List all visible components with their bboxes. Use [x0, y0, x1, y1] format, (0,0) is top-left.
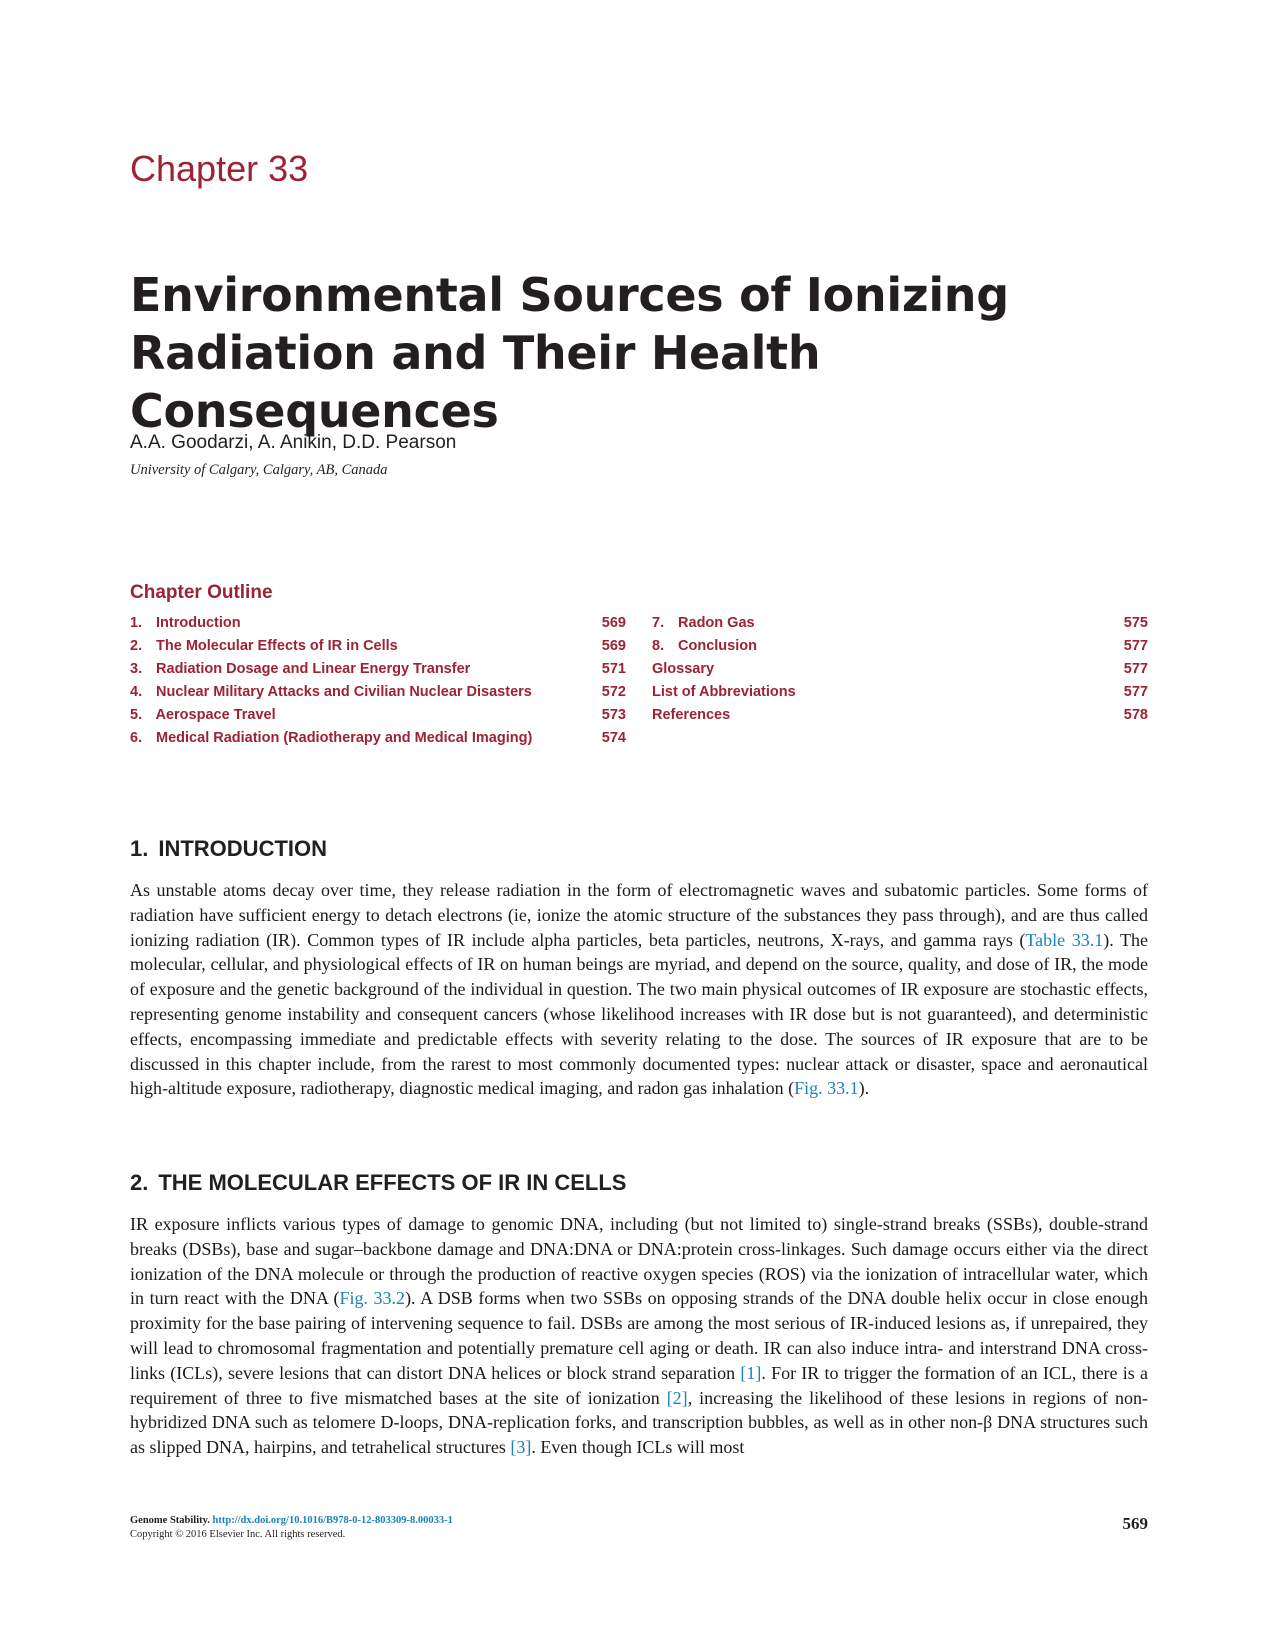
citation-link[interactable]: [3]: [510, 1437, 532, 1458]
outline-item-label: Medical Radiation (Radiotherapy and Medical Imaging): [156, 730, 533, 746]
figure-reference-link[interactable]: Fig. 33.1: [794, 1078, 859, 1099]
citation-link[interactable]: [2]: [666, 1387, 688, 1408]
journal-name: Genome Stability.: [130, 1515, 210, 1526]
outline-item-page: 574: [601, 730, 626, 746]
outline-item-label: Introduction: [156, 615, 241, 631]
outline-item-label: Nuclear Military Attacks and Civilian Nuclear Disasters: [156, 684, 532, 700]
outline-item[interactable]: [652, 612, 1148, 635]
outline-item-page: 578: [1123, 707, 1148, 723]
affiliation: University of Calgary, Calgary, AB, Canada: [130, 462, 388, 478]
citation-link[interactable]: [1]: [740, 1362, 762, 1383]
outline-item-number: 6.: [130, 730, 143, 746]
section-number: 2.: [130, 1170, 149, 1195]
chapter-label: Chapter 33: [130, 148, 309, 189]
paragraph-text: ).: [858, 1078, 870, 1099]
authors: A.A. Goodarzi, A. Anikin, D.D. Pearson: [130, 432, 457, 453]
chapter-outline-heading: Chapter Outline: [130, 582, 273, 603]
outline-item-label: Conclusion: [678, 638, 757, 654]
section-2-paragraph: [130, 1212, 1148, 1460]
outline-item-number: 2.: [130, 638, 143, 654]
table-reference-link[interactable]: Table 33.1: [1025, 929, 1104, 950]
outline-item[interactable]: [130, 727, 626, 750]
paragraph-text: , increasing the likelihood of these lesions in regions of non-hybridized DNA such as telomere D-loops, DNA-replication forks, and transcription bubbles, as well as in other non-β DNA structures such as slipped DNA, hairpins, and tetrahelical structures: [130, 1387, 1148, 1458]
chapter-outline: [130, 582, 1148, 750]
chapter-title-line-2: Radiation and Their Health Consequences: [130, 326, 821, 438]
outline-item[interactable]: [652, 658, 1148, 681]
paragraph-text: ). The molecular, cellular, and physiological effects of IR on human beings are myriad, and depend on the source, quality, and dose of IR, the mode of exposure and the genetic background of the individual in question. The two main physical outcomes of IR exposure are stochastic effects, representing genome instability and consequent cancers (whose likelihood increases with IR dose but is not guaranteed), and deterministic effects, encompassing immediate and predictable effects with severity relating to the dose. The sources of IR exposure that are to be discussed in this chapter include, from the rarest to most commonly documented types: nuclear attack or disaster, space and aeronautical high-altitude exposure, radiotherapy, diagnostic medical imaging, and radon gas inhalation (: [130, 929, 1149, 1099]
outline-item-label: Aerospace Travel: [155, 707, 276, 723]
outline-item-page: 572: [601, 684, 626, 700]
section-1-paragraph: [130, 878, 1148, 1101]
section-1-heading: [130, 836, 327, 862]
section-title: THE MOLECULAR EFFECTS OF IR IN CELLS: [158, 1170, 627, 1195]
outline-item-label: Glossary: [652, 661, 715, 677]
outline-item-label: References: [652, 707, 731, 723]
outline-item[interactable]: [130, 635, 626, 658]
chapter-title-line-1: Environmental Sources of Ionizing: [130, 268, 1009, 322]
paragraph-text: IR exposure inflicts various types of damage to genomic DNA, including (but not limited to) single-strand breaks (SSBs), double-strand breaks (DSBs), base and sugar–backbone damage and DNA:DNA or DNA:protein cross-linkages. Such damage occurs either via the direct ionization of the DNA molecule or through the production of reactive oxygen species (ROS) via the ionization of intracellular water, which in turn react with the DNA (: [130, 1214, 1148, 1309]
chapter-title: [130, 266, 1148, 440]
outline-column-right: [652, 612, 1148, 750]
paragraph-text: . For IR to trigger the formation of an ICL, there is a requirement of three to five mismatched bases at the site of ionization: [130, 1362, 1148, 1408]
outline-item-page: 573: [601, 707, 626, 723]
outline-item[interactable]: [652, 681, 1148, 704]
outline-item-label: Radon Gas: [678, 615, 755, 631]
section-2-heading: [130, 1170, 626, 1196]
outline-item[interactable]: [130, 612, 626, 635]
outline-item-page: 575: [1123, 615, 1148, 631]
outline-item-number: 7.: [652, 615, 665, 631]
outline-item-page: 569: [601, 638, 626, 654]
section-title: INTRODUCTION: [158, 836, 328, 861]
section-number: 1.: [130, 836, 149, 861]
outline-item-number: 8.: [652, 638, 665, 654]
outline-item[interactable]: [130, 704, 626, 727]
paragraph-text: ). A DSB forms when two SSBs on opposing strands of the DNA double helix occur in close enough proximity for the base pairing of intervening sequence to fail. DSBs are among the most serious of IR-induced lesions as, if unrepaired, they will lead to chromosomal fragmentation and potentially premature cell aging or death. IR can also induce intra- and interstrand DNA cross-links (ICLs), severe lesions that can distort DNA helices or block strand separation: [130, 1288, 1149, 1383]
outline-item-label: Radiation Dosage and Linear Energy Transfer: [156, 661, 471, 677]
outline-item-number: 3.: [130, 661, 143, 677]
outline-item-page: 577: [1123, 684, 1148, 700]
outline-item[interactable]: [652, 635, 1148, 658]
outline-item-number: 4.: [130, 684, 143, 700]
outline-item[interactable]: [130, 658, 626, 681]
outline-item[interactable]: [130, 681, 626, 704]
copyright-notice: Copyright © 2016 Elsevier Inc. All rights reserved.: [130, 1529, 346, 1540]
outline-item-page: 577: [1123, 661, 1148, 677]
paragraph-text: . Even though ICLs will most: [531, 1437, 745, 1458]
outline-item-label: List of Abbreviations: [652, 684, 796, 700]
doi-link[interactable]: http://dx.doi.org/10.1016/B978-0-12-803309-8.00033-1: [212, 1515, 453, 1526]
footer-citation: [130, 1514, 453, 1542]
outline-column-left: [130, 612, 626, 750]
page-number: 569: [1122, 1514, 1148, 1533]
outline-item-number: 5.: [130, 707, 143, 723]
outline-item[interactable]: [652, 704, 1148, 727]
paragraph-text: As unstable atoms decay over time, they release radiation in the form of electromagnetic waves and subatomic particles. Some forms of radiation have sufficient energy to detach electrons (ie, ionize the atomic structure of the substances they pass through), and are thus called ionizing radiation (IR). Common types of IR include alpha particles, beta particles, neutrons, X-rays, and gamma rays (: [130, 880, 1148, 950]
outline-item-page: 571: [601, 661, 626, 677]
outline-item-page: 577: [1123, 638, 1148, 654]
outline-item-page: 569: [601, 615, 626, 631]
outline-item-number: 1.: [130, 615, 143, 631]
outline-item-label: The Molecular Effects of IR in Cells: [156, 638, 398, 654]
figure-reference-link[interactable]: Fig. 33.2: [339, 1288, 406, 1309]
